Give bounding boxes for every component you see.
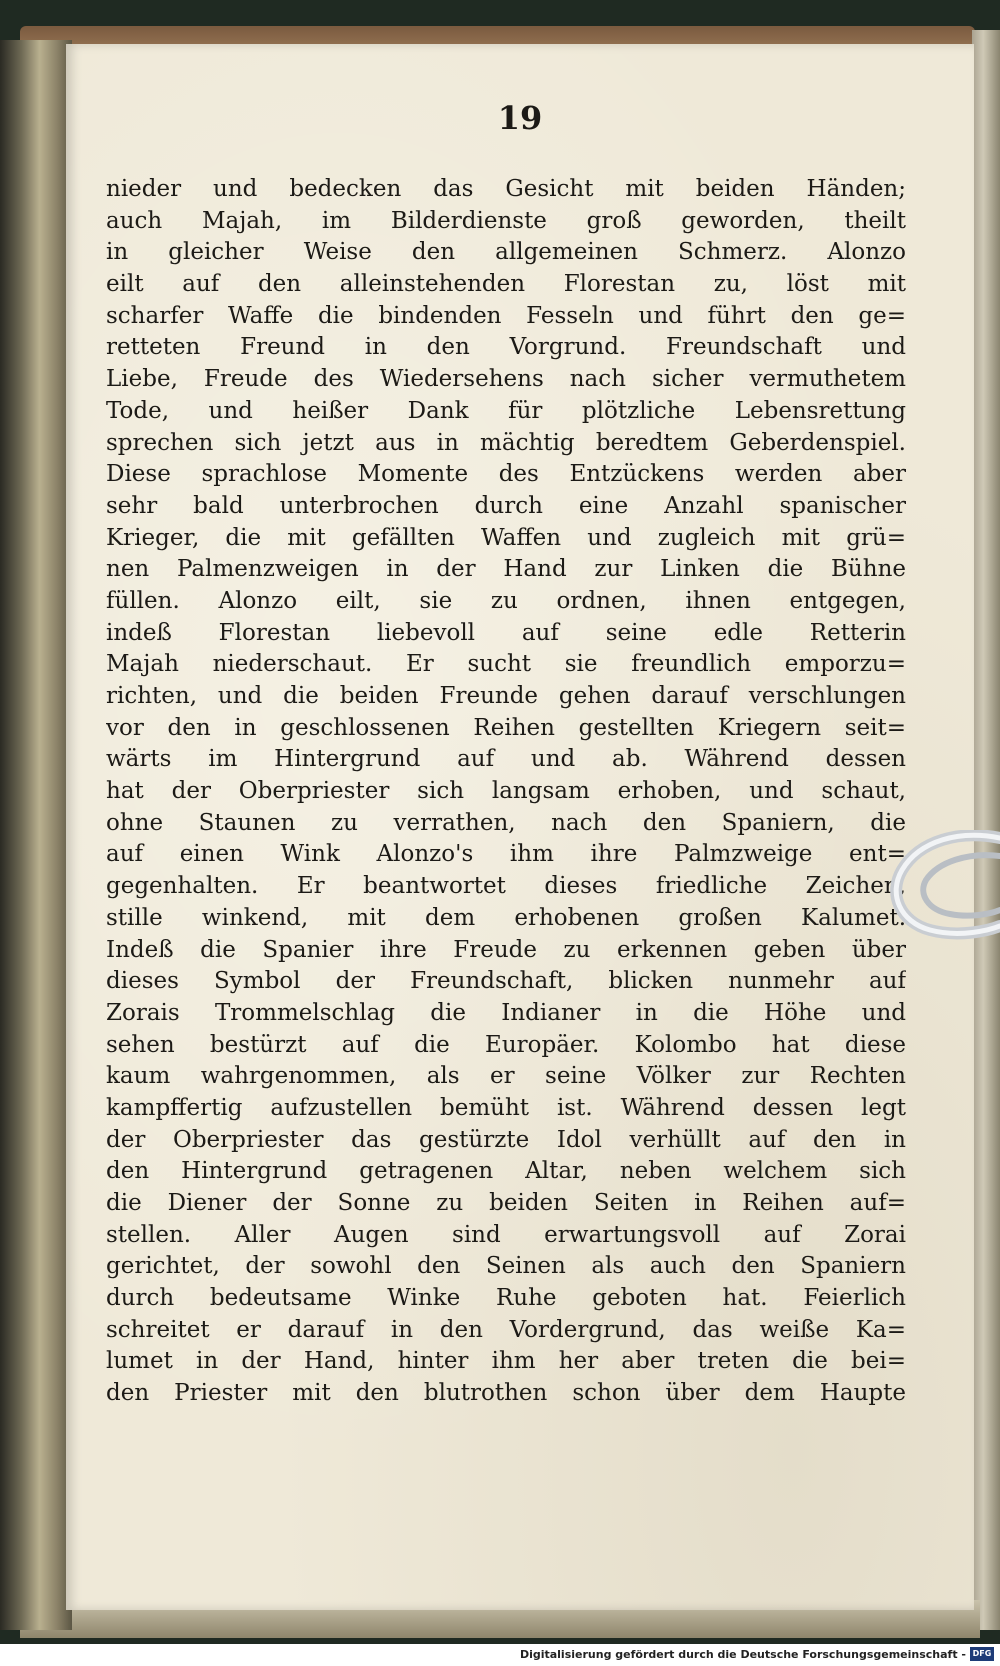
text-line: ohne Staunen zu verrathen, nach den Spaniern, die (106, 809, 906, 836)
text-line: nieder und bedecken das Gesicht mit beiden Händen; (106, 176, 906, 202)
text-line: Zorais Trommelschlag die Indianer in die Höhe und (106, 999, 906, 1026)
text-line: in gleicher Weise den allgemeinen Schmerz. Alonzo (106, 239, 906, 266)
text-line: kampffertig aufzustellen bemüht ist. Während dessen legt (106, 1094, 906, 1121)
text-line: den Hintergrund getragenen Altar, neben welchem sich (106, 1158, 906, 1185)
text-line: hat der Oberpriester sich langsam erhoben, und schaut, (106, 778, 906, 805)
book-page (66, 44, 974, 1610)
text-line: Liebe, Freude des Wiedersehens nach sicher vermuthetem (106, 366, 906, 393)
text-line: füllen. Alonzo eilt, sie zu ordnen, ihnen entgegen, (106, 587, 906, 614)
text-line: lumet in der Hand, hinter ihm her aber treten die bei= (106, 1348, 906, 1375)
text-line: sehr bald unterbrochen durch eine Anzahl spanischer (106, 492, 906, 519)
text-line: den Priester mit den blutrothen schon über dem Haupte (106, 1380, 906, 1407)
paper-clip-icon (880, 830, 1000, 950)
text-line: der Oberpriester das gestürzte Idol verhüllt auf den in (106, 1126, 906, 1153)
footer-credit: Digitalisierung gefördert durch die Deutsche Forschungsgemeinschaft - (519, 1648, 966, 1661)
text-line: Diese sprachlose Momente des Entzückens werden aber (106, 461, 906, 488)
text-line: stellen. Aller Augen sind erwartungsvoll auf Zorai (106, 1221, 906, 1248)
text-line: dieses Symbol der Freundschaft, blicken nunmehr auf (106, 968, 906, 995)
text-line: indeß Florestan liebevoll auf seine edle Retterin (106, 619, 906, 646)
text-line: eilt auf den alleinstehenden Florestan zu, löst mit (106, 271, 906, 298)
text-line: die Diener der Sonne zu beiden Seiten in Reihen auf= (106, 1190, 906, 1216)
dfg-logo: DFG (970, 1647, 994, 1661)
text-line: gerichtet, der sowohl den Seinen als auch den Spaniern (106, 1253, 906, 1280)
text-line: schreitet er darauf in den Vordergrund, das weiße Ka= (106, 1316, 906, 1343)
body-text (106, 174, 906, 1410)
text-line: durch bedeutsame Winke Ruhe geboten hat. Feierlich (106, 1285, 906, 1312)
text-line: retteten Freund in den Vorgrund. Freundschaft und (106, 334, 906, 361)
page-number: 19 (497, 99, 543, 137)
text-line: Majah niederschaut. Er sucht sie freundlich emporzu= (106, 651, 906, 678)
text-line: stille winkend, mit dem erhobenen großen Kalumet. (106, 904, 906, 931)
text-line: kaum wahrgenommen, als er seine Völker zur Rechten (106, 1063, 906, 1090)
book-binding (0, 40, 72, 1630)
text-line: Krieger, die mit gefällten Waffen und zugleich mit grü= (106, 524, 906, 551)
text-line: sprechen sich jetzt aus in mächtig beredtem Geberdenspiel. (106, 429, 906, 456)
text-line: sehen bestürzt auf die Europäer. Kolombo hat diese (106, 1031, 906, 1058)
text-line: vor den in geschlossenen Reihen gestellten Kriegern seit= (106, 714, 906, 741)
text-line: nen Palmenzweigen in der Hand zur Linken die Bühne (106, 556, 906, 583)
text-line: richten, und die beiden Freunde gehen darauf verschlungen (106, 683, 906, 709)
text-line: scharfer Waffe die bindenden Fesseln und führt den ge= (106, 302, 906, 329)
text-line: gegenhalten. Er beantwortet dieses friedliche Zeichen, (106, 873, 906, 900)
text-line: wärts im Hintergrund auf und ab. Während dessen (106, 746, 906, 773)
text-line: Tode, und heißer Dank für plötzliche Lebensrettung (106, 397, 906, 424)
text-line: auch Majah, im Bilderdienste groß geworden, theilt (106, 207, 906, 234)
text-line: Indeß die Spanier ihre Freude zu erkennen geben über (106, 936, 906, 963)
text-line: auf einen Wink Alonzo's ihm ihre Palmzweige ent= (106, 841, 906, 868)
